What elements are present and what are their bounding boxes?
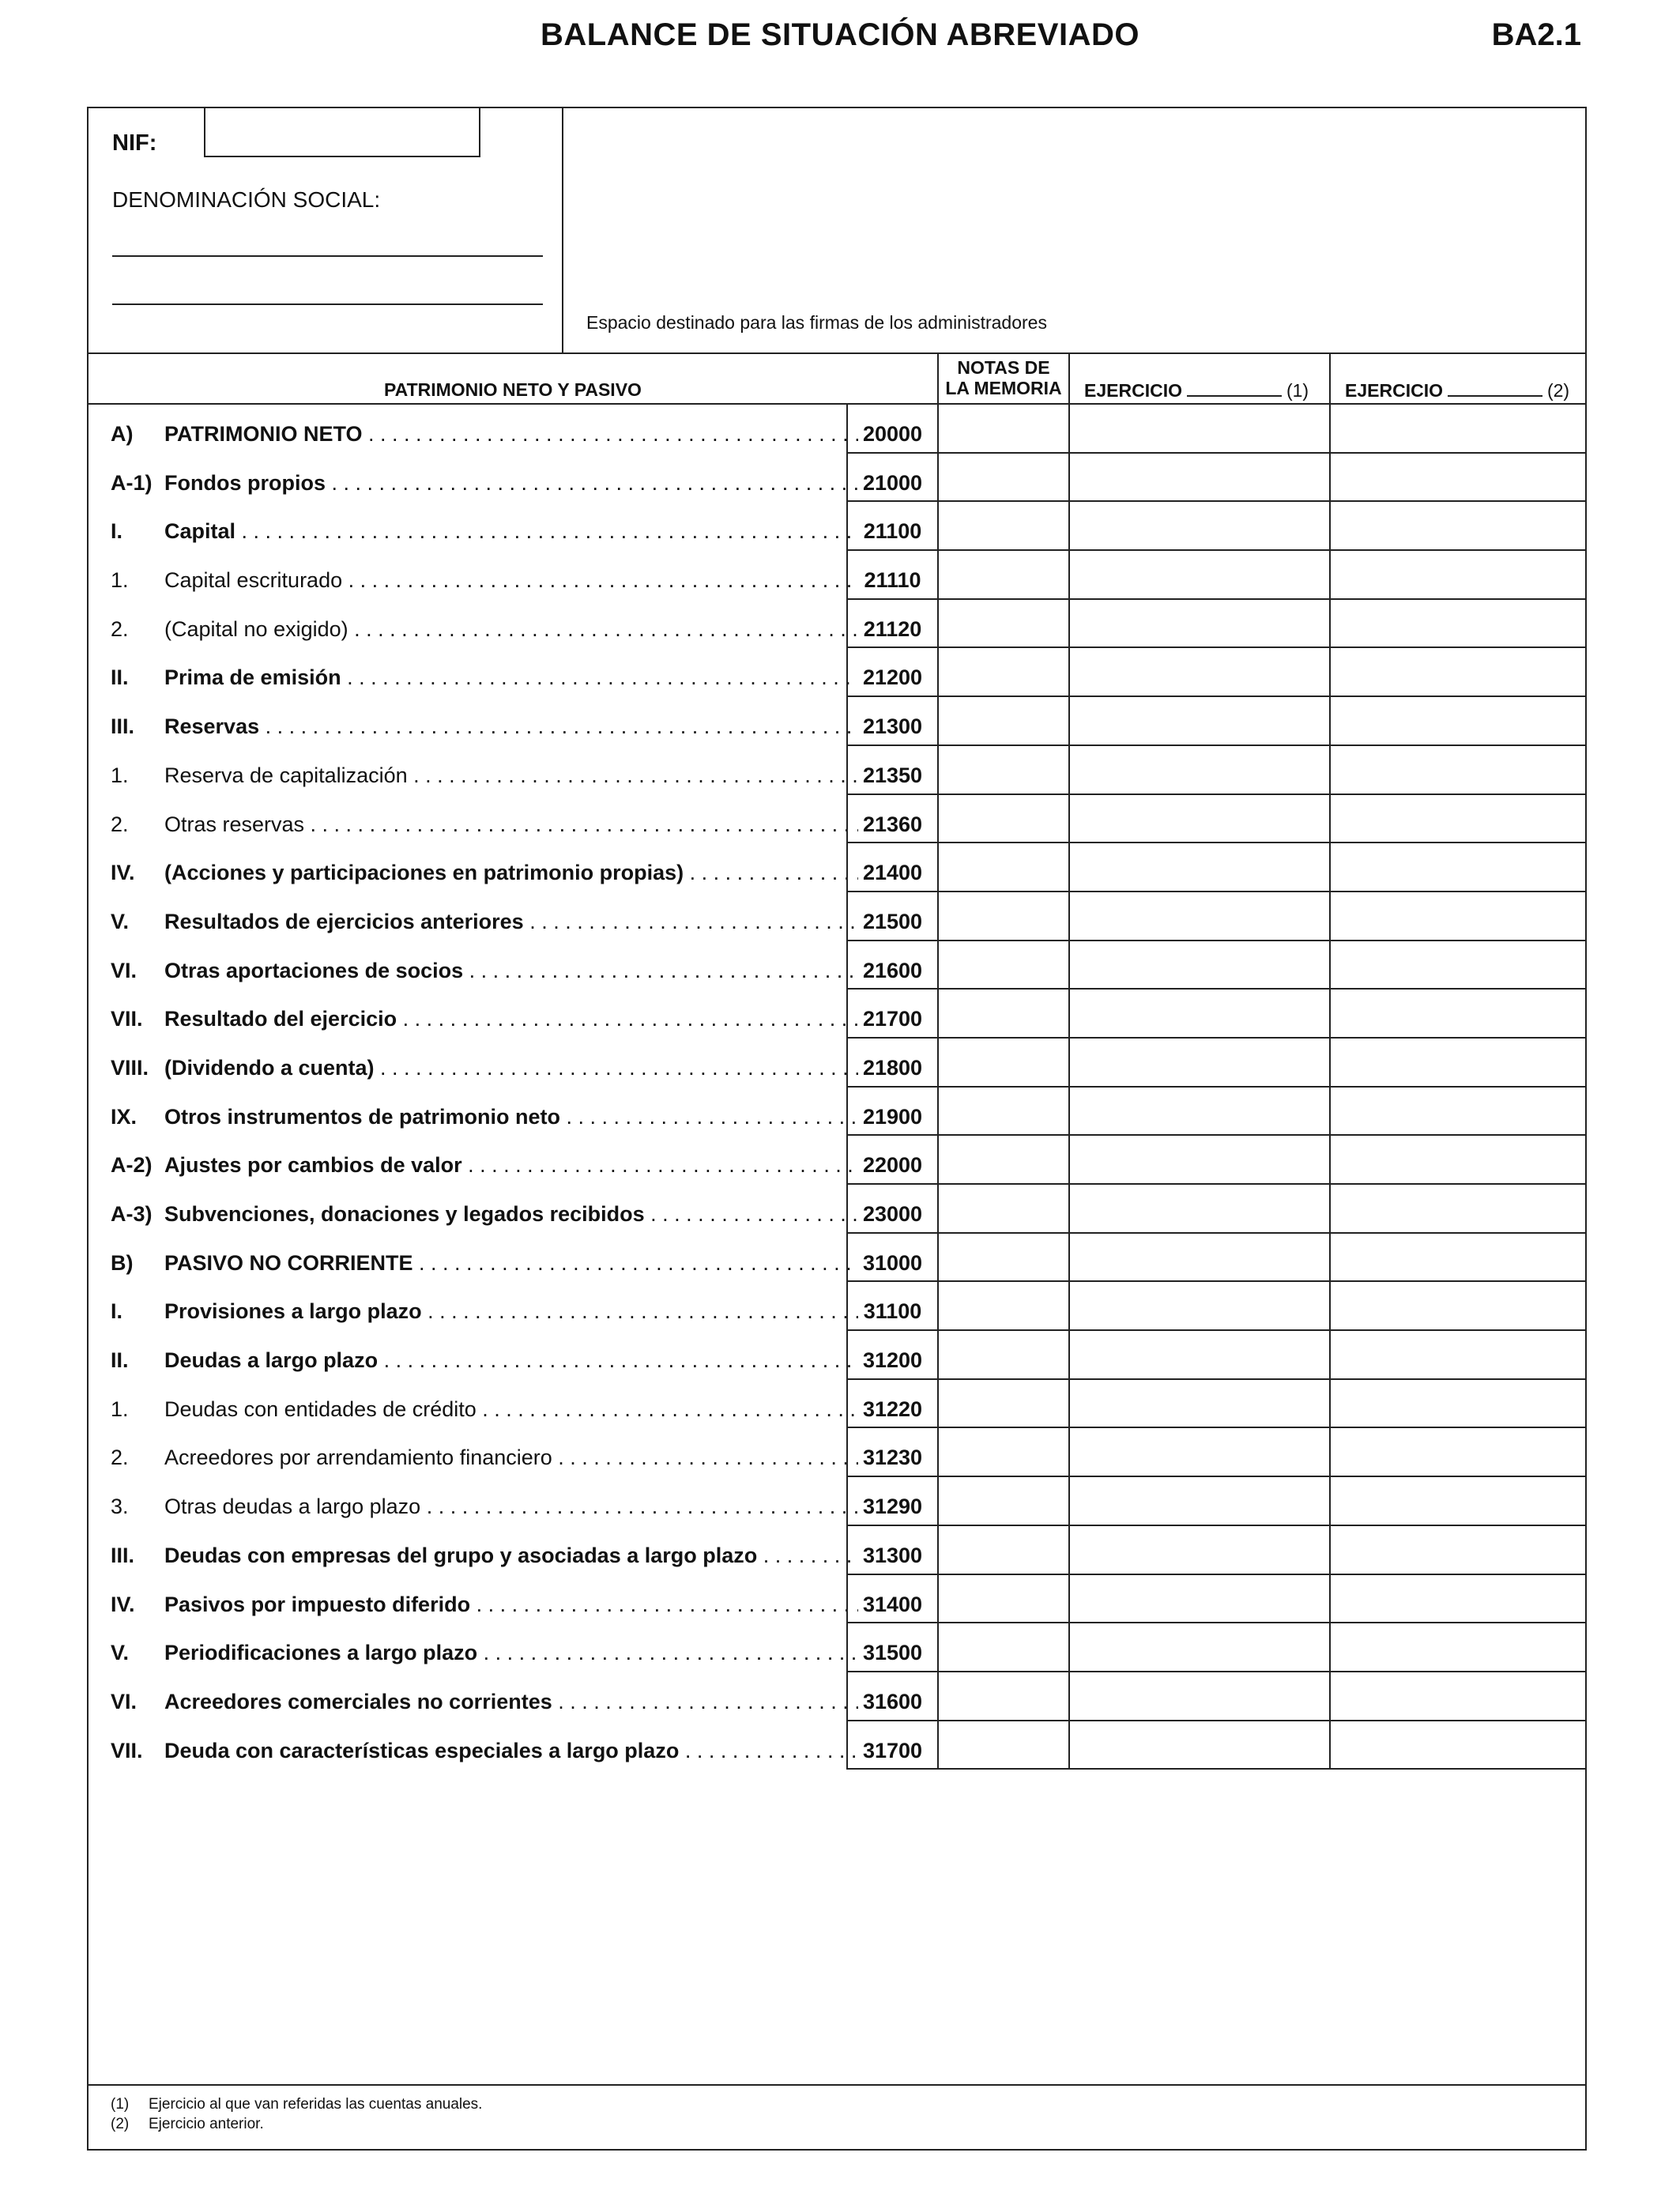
- notas-cell[interactable]: [937, 1331, 1068, 1380]
- form-title: BALANCE DE SITUACIÓN ABREVIADO: [541, 17, 1139, 52]
- row-number: IV.: [111, 861, 135, 885]
- footnote-divider: [89, 2084, 1585, 2086]
- ejercicio-1-cell[interactable]: [1068, 454, 1329, 503]
- notas-cell[interactable]: [937, 405, 1068, 454]
- notas-cell[interactable]: [937, 1088, 1068, 1137]
- row-number: 1.: [111, 568, 129, 593]
- row-code: 31600: [846, 1672, 937, 1721]
- notas-cell[interactable]: [937, 1623, 1068, 1672]
- nif-label: NIF:: [112, 130, 157, 156]
- notas-cell[interactable]: [937, 551, 1068, 600]
- table-row: [89, 697, 1585, 746]
- row-number: I.: [111, 519, 123, 544]
- row-code: 20000: [846, 405, 937, 454]
- row-label: Ajustes por cambios de valor . . .: [164, 1153, 858, 1178]
- footnote-2: [111, 2116, 264, 2133]
- row-label: Deuda con características especiales a largo plazo . . .: [164, 1739, 858, 1763]
- row-label: Deudas con entidades de crédito . . .: [164, 1397, 858, 1422]
- ejercicio-2-cell[interactable]: [1329, 551, 1587, 600]
- ejercicio-2-cell[interactable]: [1329, 990, 1587, 1039]
- ejercicio-2-cell[interactable]: [1329, 941, 1587, 990]
- row-number: A-2): [111, 1153, 153, 1178]
- table-row: [89, 1039, 1585, 1088]
- ejercicio-2-cell[interactable]: [1329, 1136, 1587, 1185]
- row-code: 21300: [846, 697, 937, 746]
- table-row: [89, 502, 1585, 551]
- nif-field[interactable]: [204, 107, 480, 157]
- notas-cell[interactable]: [937, 600, 1068, 649]
- column-header-section: PATRIMONIO NETO Y PASIVO: [384, 379, 642, 400]
- row-number: A-1): [111, 470, 153, 495]
- row-number: II.: [111, 1348, 129, 1373]
- notas-line-2: LA MEMORIA: [945, 378, 1062, 398]
- ejercicio-1-cell[interactable]: [1068, 746, 1329, 795]
- table-row: [89, 405, 1585, 454]
- ejercicio-2-cell[interactable]: [1329, 697, 1587, 746]
- ejercicio-1-cell[interactable]: [1068, 648, 1329, 697]
- ejercicio-1-cell[interactable]: [1068, 1526, 1329, 1575]
- ejercicio-2-cell[interactable]: [1329, 1477, 1587, 1526]
- row-label: Reservas . . .: [164, 714, 858, 739]
- ejercicio-1-cell[interactable]: [1068, 1428, 1329, 1477]
- row-label: Capital escriturado . . .: [164, 568, 858, 593]
- row-label: Acreedores comerciales no corrientes . . .: [164, 1690, 858, 1714]
- ejercicio-2-cell[interactable]: [1329, 1380, 1587, 1429]
- row-number: I.: [111, 1299, 123, 1324]
- row-label: Otros instrumentos de patrimonio neto . . .: [164, 1105, 858, 1129]
- notas-line-1: NOTAS DE: [957, 357, 1050, 378]
- column-header-ejercicio-2: [1329, 354, 1587, 403]
- row-code: 21500: [846, 892, 937, 941]
- notas-cell[interactable]: [937, 1380, 1068, 1429]
- table-row: [89, 648, 1585, 697]
- notas-cell[interactable]: [937, 1721, 1068, 1770]
- ejercicio-2-cell[interactable]: [1329, 1428, 1587, 1477]
- column-header-notas: [937, 354, 1068, 403]
- row-number: V.: [111, 909, 130, 933]
- row-number: A-3): [111, 1202, 153, 1226]
- row-label: Otras aportaciones de socios . . .: [164, 959, 858, 983]
- table-row: [89, 892, 1585, 941]
- ejercicio-1-cell[interactable]: [1068, 405, 1329, 454]
- notas-cell[interactable]: [937, 1282, 1068, 1331]
- notas-cell[interactable]: [937, 795, 1068, 844]
- notas-cell[interactable]: [937, 892, 1068, 941]
- ejercicio-2-cell[interactable]: [1329, 1623, 1587, 1672]
- row-number: 2.: [111, 1446, 129, 1470]
- ejercicio-1-cell[interactable]: [1068, 1380, 1329, 1429]
- notas-cell[interactable]: [937, 746, 1068, 795]
- table-row: [89, 1380, 1585, 1429]
- row-number: 3.: [111, 1495, 129, 1519]
- ejercicio-1-cell[interactable]: [1068, 1136, 1329, 1185]
- ejercicio-1-label: EJERCICIO: [1084, 380, 1182, 401]
- row-code: 21700: [846, 990, 937, 1039]
- row-number: 1.: [111, 1397, 129, 1421]
- row-code: 21000: [846, 454, 937, 503]
- ejercicio-2-cell[interactable]: [1329, 405, 1587, 454]
- ejercicio-2-cell[interactable]: [1329, 454, 1587, 503]
- row-number: A): [111, 422, 134, 446]
- table-row: [89, 990, 1585, 1039]
- notas-cell[interactable]: [937, 1234, 1068, 1283]
- row-number: III.: [111, 714, 135, 739]
- row-number: 2.: [111, 812, 129, 836]
- row-number: V.: [111, 1641, 130, 1665]
- ejercicio-1-cell[interactable]: [1068, 1623, 1329, 1672]
- row-code: 31100: [846, 1282, 937, 1331]
- ejercicio-2-cell[interactable]: [1329, 1672, 1587, 1721]
- row-label: (Acciones y participaciones en patrimonio propias) . . .: [164, 861, 858, 885]
- footnote-2-ref: (2): [111, 2116, 130, 2132]
- row-code: 31200: [846, 1331, 937, 1380]
- row-label: (Capital no exigido) . . .: [164, 617, 858, 642]
- notas-cell[interactable]: [937, 1039, 1068, 1088]
- footnote-1: [111, 2096, 482, 2113]
- row-label: Prima de emisión . . .: [164, 665, 858, 690]
- row-code: 31220: [846, 1380, 937, 1429]
- row-number: VII.: [111, 1738, 143, 1762]
- row-label: Deudas a largo plazo . . .: [164, 1348, 858, 1373]
- notas-cell[interactable]: [937, 1672, 1068, 1721]
- signatures-note: Espacio destinado para las firmas de los administradores: [586, 312, 1047, 333]
- row-label: Deudas con empresas del grupo y asociadas a largo plazo . . .: [164, 1544, 858, 1568]
- row-code: 21120: [846, 600, 937, 649]
- row-label: Otras reservas . . .: [164, 812, 858, 837]
- row-label: Subvenciones, donaciones y legados recibidos . . .: [164, 1202, 858, 1227]
- balance-form: [87, 107, 1587, 2151]
- row-code: 21200: [846, 648, 937, 697]
- row-code: 21900: [846, 1088, 937, 1137]
- notas-cell[interactable]: [937, 454, 1068, 503]
- row-label: Otras deudas a largo plazo . . .: [164, 1495, 858, 1519]
- row-number: III.: [111, 1543, 135, 1567]
- row-label: Resultado del ejercicio . . .: [164, 1007, 858, 1031]
- row-number: B): [111, 1250, 134, 1275]
- row-label: Pasivos por impuesto diferido . . .: [164, 1593, 858, 1617]
- table-row: [89, 1428, 1585, 1477]
- denominacion-line-2[interactable]: [112, 303, 543, 305]
- row-number: VI.: [111, 1689, 137, 1713]
- table-row: [89, 1185, 1585, 1234]
- notas-cell[interactable]: [937, 843, 1068, 892]
- row-code: 21360: [846, 795, 937, 844]
- row-number: II.: [111, 665, 129, 690]
- table-row: [89, 1477, 1585, 1526]
- notas-cell[interactable]: [937, 990, 1068, 1039]
- notas-cell[interactable]: [937, 1575, 1068, 1624]
- notas-cell[interactable]: [937, 1185, 1068, 1234]
- ejercicio-1-cell[interactable]: [1068, 1721, 1329, 1770]
- footnote-1-ref: (1): [111, 2096, 130, 2113]
- ejercicio-1-cell[interactable]: [1068, 843, 1329, 892]
- ejercicio-2-cell[interactable]: [1329, 1185, 1587, 1234]
- row-number: 2.: [111, 616, 129, 641]
- ejercicio-2-cell[interactable]: [1329, 1088, 1587, 1137]
- ejercicio-2-cell[interactable]: [1329, 600, 1587, 649]
- table-row: [89, 1526, 1585, 1575]
- notas-cell[interactable]: [937, 1428, 1068, 1477]
- table-row: [89, 1721, 1585, 1770]
- ejercicio-1-cell[interactable]: [1068, 1088, 1329, 1137]
- notas-cell[interactable]: [937, 1477, 1068, 1526]
- ejercicio-1-cell[interactable]: [1068, 1234, 1329, 1283]
- ejercicio-1-cell[interactable]: [1068, 1185, 1329, 1234]
- ejercicio-1-cell[interactable]: [1068, 600, 1329, 649]
- ejercicio-2-cell[interactable]: [1329, 1282, 1587, 1331]
- row-code: 21110: [846, 551, 937, 600]
- row-code: 21800: [846, 1039, 937, 1088]
- table-row: [89, 795, 1585, 844]
- table-row: [89, 843, 1585, 892]
- ejercicio-2-cell[interactable]: [1329, 1721, 1587, 1770]
- ejercicio-1-ref: (1): [1286, 380, 1309, 401]
- row-label: PASIVO NO CORRIENTE . . .: [164, 1251, 858, 1276]
- ejercicio-2-cell[interactable]: [1329, 1331, 1587, 1380]
- denominacion-label: DENOMINACIÓN SOCIAL:: [112, 187, 381, 212]
- ejercicio-1-cell[interactable]: [1068, 1672, 1329, 1721]
- form-code: BA2.1: [1491, 17, 1581, 52]
- row-number: VIII.: [111, 1055, 149, 1080]
- row-code: 31230: [846, 1428, 937, 1477]
- ejercicio-2-cell[interactable]: [1329, 892, 1587, 941]
- row-code: 21350: [846, 746, 937, 795]
- table-row: [89, 1234, 1585, 1283]
- ejercicio-1-cell[interactable]: [1068, 551, 1329, 600]
- table-row: [89, 600, 1585, 649]
- footnote-2-text: Ejercicio anterior.: [149, 2116, 264, 2132]
- row-code: 31700: [846, 1721, 937, 1770]
- ejercicio-1-cell[interactable]: [1068, 1039, 1329, 1088]
- row-code: 31300: [846, 1526, 937, 1575]
- table-row: [89, 1136, 1585, 1185]
- ejercicio-2-cell[interactable]: [1329, 795, 1587, 844]
- table-row: [89, 941, 1585, 990]
- row-number: VI.: [111, 958, 137, 982]
- balance-rows: [89, 405, 1585, 1770]
- ejercicio-2-cell[interactable]: [1329, 843, 1587, 892]
- row-label: Reserva de capitalización . . .: [164, 763, 858, 788]
- notas-cell[interactable]: [937, 1526, 1068, 1575]
- row-code: 31290: [846, 1477, 937, 1526]
- ejercicio-1-cell[interactable]: [1068, 990, 1329, 1039]
- ejercicio-1-cell[interactable]: [1068, 1477, 1329, 1526]
- ejercicio-2-cell[interactable]: [1329, 1039, 1587, 1088]
- table-row: [89, 746, 1585, 795]
- column-header-ejercicio-1: [1068, 354, 1329, 403]
- row-number: IX.: [111, 1104, 137, 1129]
- table-row: [89, 1575, 1585, 1624]
- table-row: [89, 454, 1585, 503]
- table-row: [89, 1331, 1585, 1380]
- row-label: Resultados de ejercicios anteriores . . .: [164, 910, 858, 934]
- ejercicio-1-cell[interactable]: [1068, 892, 1329, 941]
- row-label: (Dividendo a cuenta) . . .: [164, 1056, 858, 1080]
- row-label: PATRIMONIO NETO . . .: [164, 422, 858, 447]
- row-number: IV.: [111, 1592, 135, 1616]
- ejercicio-2-cell[interactable]: [1329, 1526, 1587, 1575]
- denominacion-line-1[interactable]: [112, 255, 543, 257]
- ejercicio-1-cell[interactable]: [1068, 697, 1329, 746]
- row-label: Capital . . .: [164, 519, 858, 544]
- ejercicio-2-cell[interactable]: [1329, 746, 1587, 795]
- row-number: VII.: [111, 1007, 143, 1031]
- footnote-1-text: Ejercicio al que van referidas las cuentas anuales.: [149, 2096, 483, 2113]
- notas-cell[interactable]: [937, 502, 1068, 551]
- ejercicio-1-year-field[interactable]: [1187, 379, 1282, 397]
- ejercicio-2-cell[interactable]: [1329, 648, 1587, 697]
- ejercicio-2-label: EJERCICIO: [1345, 380, 1443, 401]
- row-code: 21600: [846, 941, 937, 990]
- ejercicio-2-cell[interactable]: [1329, 1575, 1587, 1624]
- row-label: Provisiones a largo plazo . . .: [164, 1299, 858, 1324]
- notas-cell[interactable]: [937, 941, 1068, 990]
- table-row: [89, 1672, 1585, 1721]
- ejercicio-2-ref: (2): [1546, 380, 1570, 401]
- notas-cell[interactable]: [937, 697, 1068, 746]
- row-label: Periodificaciones a largo plazo . . .: [164, 1641, 858, 1665]
- table-row: [89, 1282, 1585, 1331]
- row-code: 21100: [846, 502, 937, 551]
- row-label: Fondos propios . . .: [164, 471, 858, 496]
- identity-panel: [89, 108, 563, 352]
- ejercicio-2-cell[interactable]: [1329, 1234, 1587, 1283]
- row-code: 31400: [846, 1575, 937, 1624]
- row-label: Acreedores por arrendamiento financiero . . .: [164, 1446, 858, 1470]
- row-code: 31000: [846, 1234, 937, 1283]
- row-number: 1.: [111, 763, 129, 787]
- ejercicio-1-cell[interactable]: [1068, 1575, 1329, 1624]
- notas-cell[interactable]: [937, 648, 1068, 697]
- row-code: 21400: [846, 843, 937, 892]
- ejercicio-2-cell[interactable]: [1329, 502, 1587, 551]
- table-row: [89, 1623, 1585, 1672]
- row-code: 23000: [846, 1185, 937, 1234]
- ejercicio-2-year-field[interactable]: [1448, 379, 1543, 397]
- ejercicio-1-cell[interactable]: [1068, 795, 1329, 844]
- ejercicio-1-cell[interactable]: [1068, 1282, 1329, 1331]
- row-code: 31500: [846, 1623, 937, 1672]
- notas-cell[interactable]: [937, 1136, 1068, 1185]
- ejercicio-1-cell[interactable]: [1068, 502, 1329, 551]
- table-row: [89, 1088, 1585, 1137]
- table-row: [89, 551, 1585, 600]
- row-code: 22000: [846, 1136, 937, 1185]
- ejercicio-1-cell[interactable]: [1068, 941, 1329, 990]
- ejercicio-1-cell[interactable]: [1068, 1331, 1329, 1380]
